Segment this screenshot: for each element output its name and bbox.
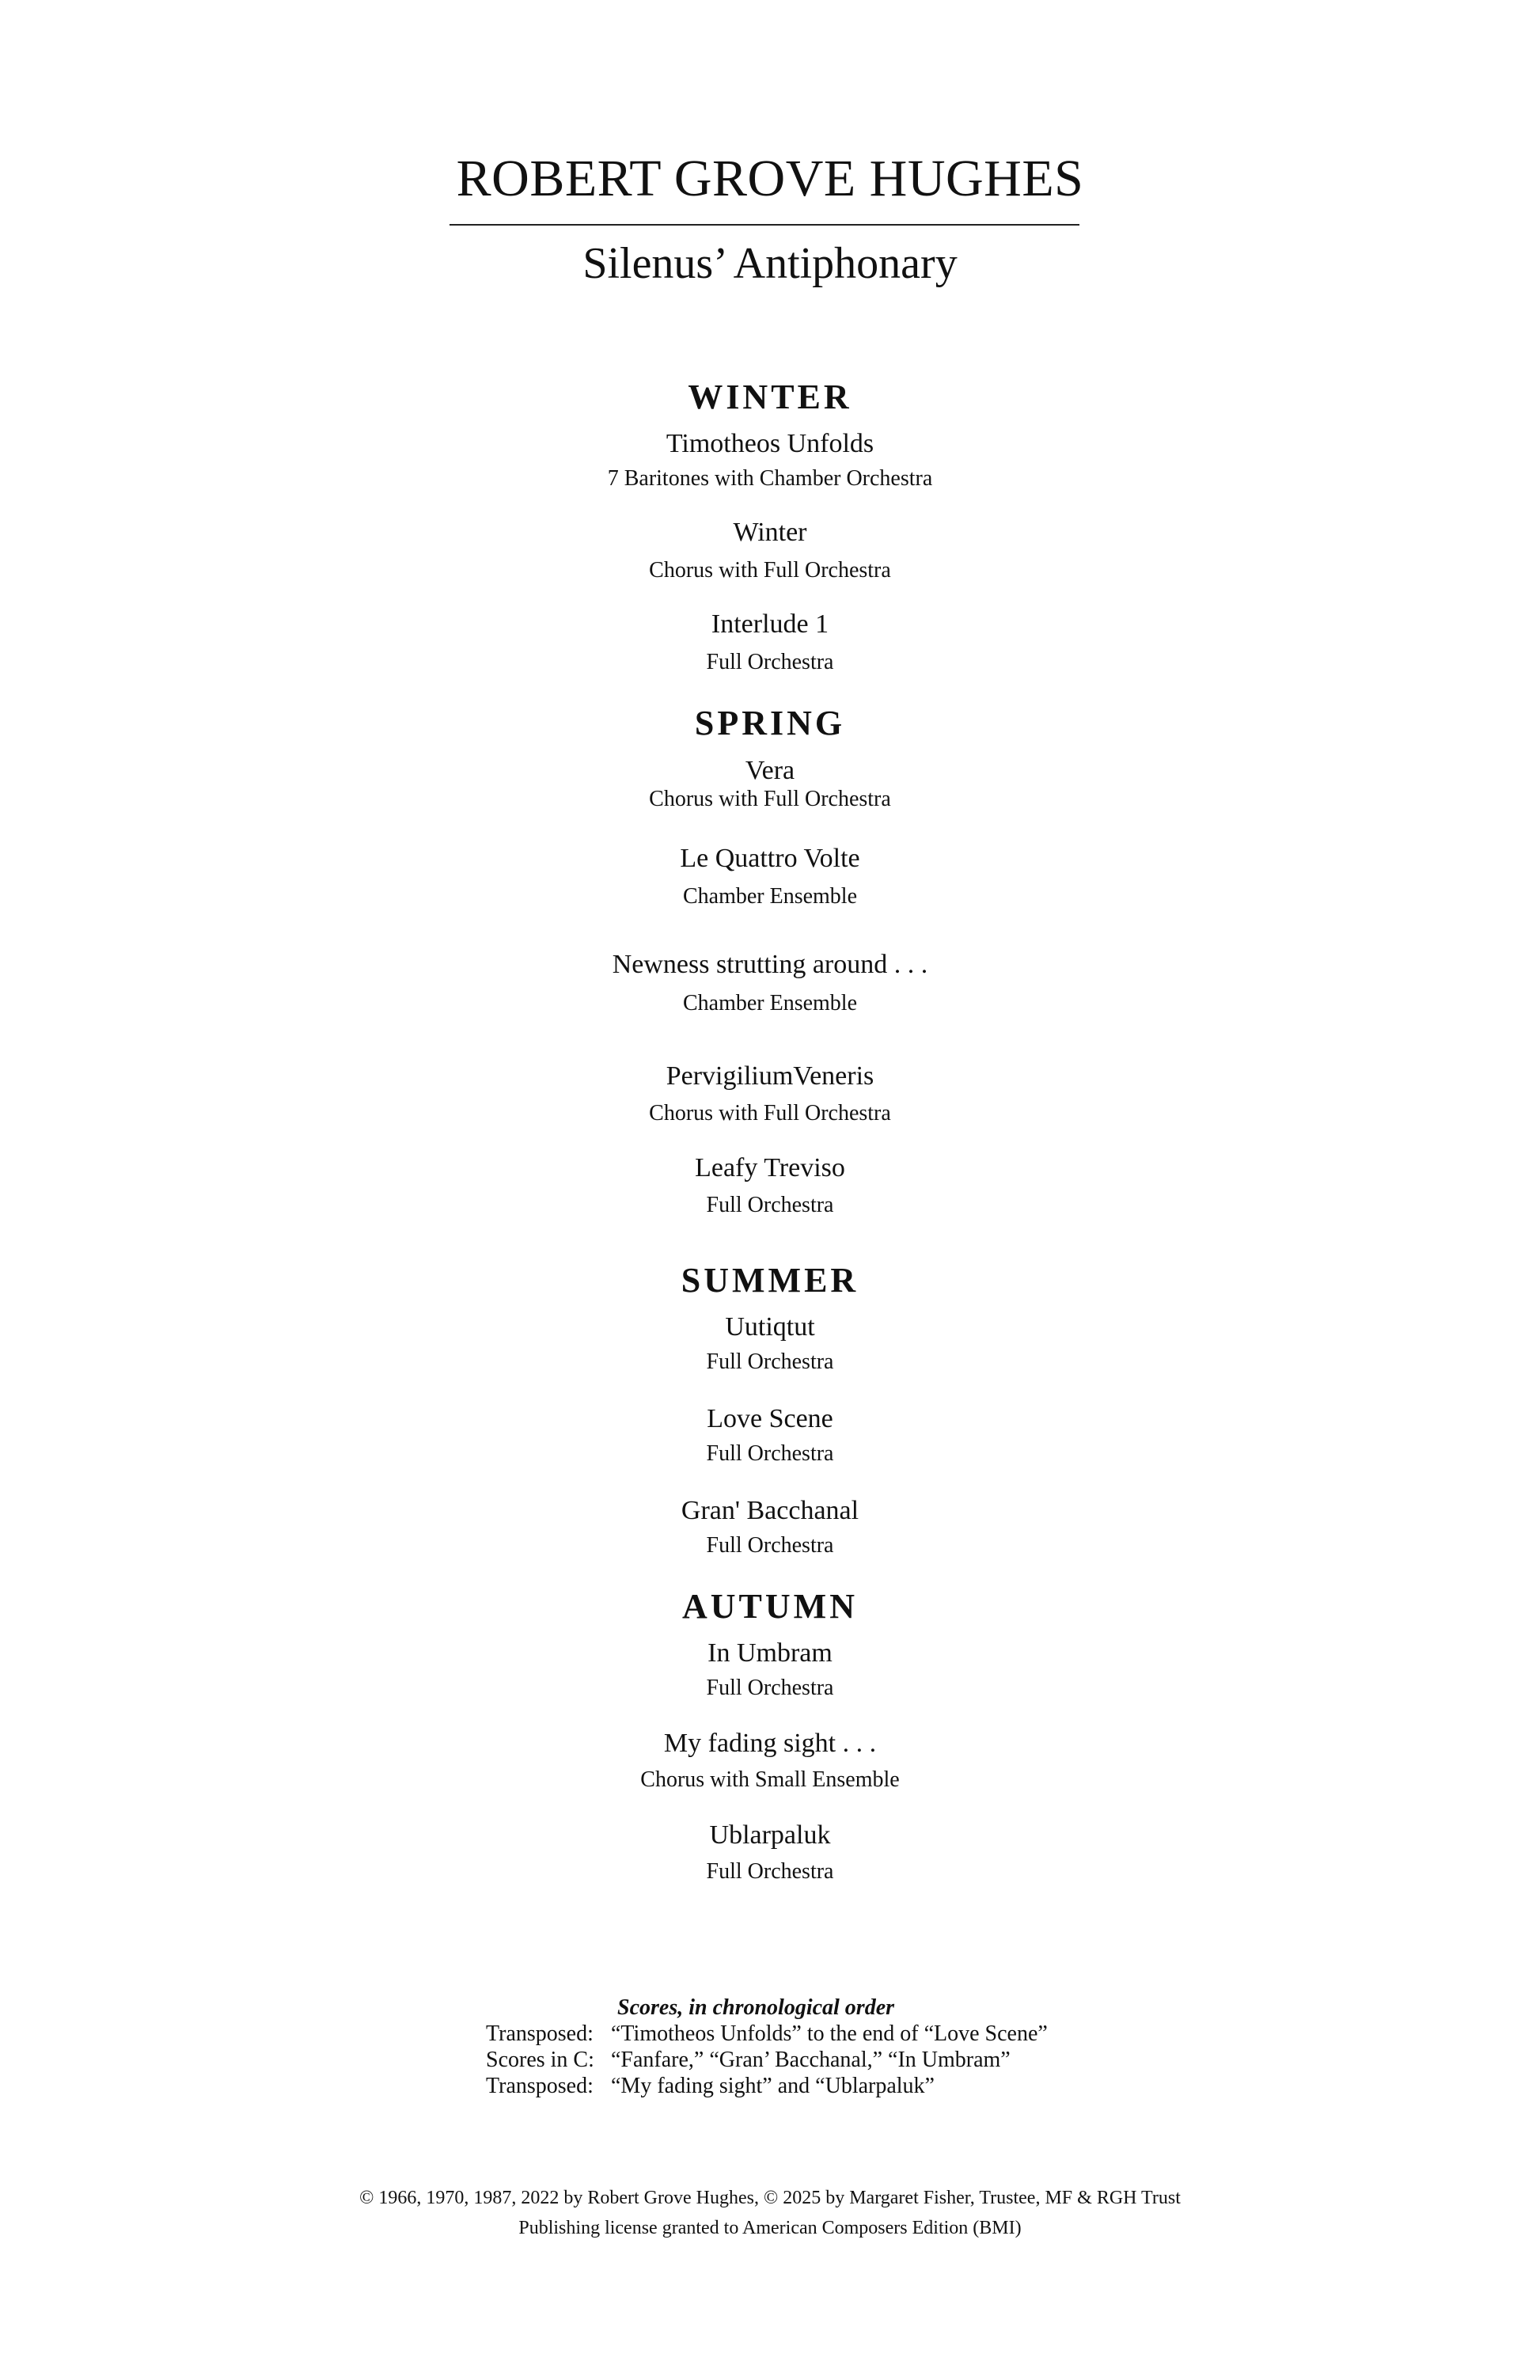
movement-scoring: Chorus with Full Orchestra [649, 787, 891, 811]
movement-title: My fading sight . . . [663, 1729, 877, 1758]
title-divider [449, 224, 1079, 226]
movement-scoring: 7 Baritones with Chamber Orchestra [607, 466, 933, 491]
movement-title: PervigiliumVeneris [666, 1061, 874, 1091]
movement-scoring: Full Orchestra [706, 1859, 834, 1884]
movement-title: Vera [745, 756, 795, 785]
movement-title: Timotheos Unfolds [666, 429, 874, 458]
movement-scoring: Chorus with Full Orchestra [649, 558, 891, 583]
season-heading-autumn: AUTUMN [682, 1587, 858, 1626]
movement-scoring: Full Orchestra [706, 650, 834, 674]
scores-row-value: “My fading sight” and “Ublarpaluk” [611, 2074, 935, 2098]
movement-title: Love Scene [707, 1404, 833, 1433]
publishing-license: Publishing license granted to American Composers Edition (BMI) [518, 2218, 1022, 2238]
scores-row-label: Transposed: [486, 2074, 594, 2098]
movement-title: Gran' Bacchanal [681, 1496, 859, 1525]
movement-scoring: Chamber Ensemble [682, 884, 858, 909]
movement-title: In Umbram [707, 1638, 833, 1668]
scores-row-value: “Timotheos Unfolds” to the end of “Love Scene” [611, 2021, 1048, 2046]
movement-scoring: Full Orchestra [706, 1533, 834, 1558]
movement-scoring: Full Orchestra [706, 1193, 834, 1217]
composer-name: ROBERT GROVE HUGHES [456, 150, 1084, 207]
movement-title: Newness strutting around . . . [612, 950, 928, 979]
movement-scoring: Chamber Ensemble [682, 991, 858, 1015]
movement-scoring: Full Orchestra [706, 1676, 834, 1700]
movement-title: Interlude 1 [711, 609, 829, 639]
movement-title: Uutiqtut [725, 1312, 815, 1342]
movement-title: Leafy Treviso [695, 1153, 845, 1182]
movement-title: Ublarpaluk [709, 1820, 831, 1850]
movement-title: Winter [733, 518, 807, 547]
scores-row [486, 2021, 1048, 2047]
scores-list [486, 2021, 1048, 2099]
season-heading-summer: SUMMER [681, 1261, 859, 1300]
scores-row [486, 2047, 1048, 2073]
scores-heading: Scores, in chronological order [617, 1995, 895, 2020]
scores-row-value: “Fanfare,” “Gran’ Bacchanal,” “In Umbram” [611, 2048, 1011, 2072]
season-heading-spring: SPRING [694, 704, 846, 742]
movement-title: Le Quattro Volte [680, 844, 860, 873]
movement-scoring: Full Orchestra [706, 1441, 834, 1466]
scores-row-label: Transposed: [486, 2021, 594, 2046]
season-heading-winter: WINTER [688, 378, 852, 416]
scores-row-label: Scores in C: [486, 2048, 594, 2072]
copyright-notice: © 1966, 1970, 1987, 2022 by Robert Grove Hughes, © 2025 by Margaret Fisher, Trustee, MF & RGH Trust [359, 2188, 1181, 2208]
movement-scoring: Chorus with Full Orchestra [649, 1101, 891, 1125]
movement-scoring: Full Orchestra [706, 1349, 834, 1374]
scores-row [486, 2073, 1048, 2099]
movement-scoring: Chorus with Small Ensemble [640, 1767, 900, 1792]
work-title: Silenus’ Antiphonary [582, 239, 958, 288]
